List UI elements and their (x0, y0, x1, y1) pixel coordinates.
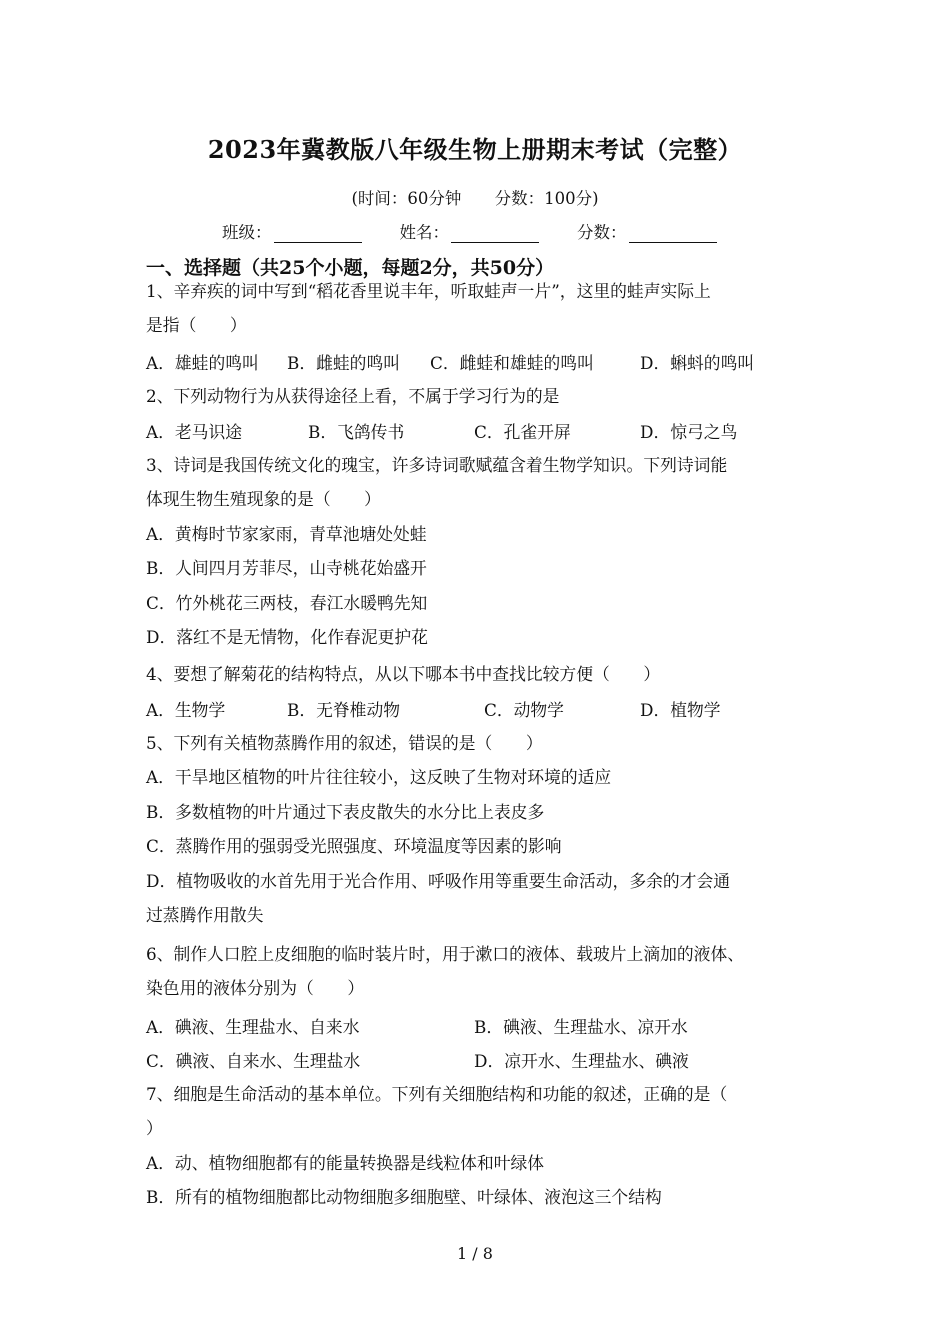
question-text: 5、下列有关植物蒸腾作用的叙述，错误的是（ ） (146, 733, 543, 753)
option-b[interactable]: B．碘液、生理盐水、凉开水 (474, 1017, 688, 1037)
name-label: 姓名： (399, 223, 449, 242)
question-text: 染色用的液体分别为（ ） (146, 978, 365, 999)
option-c[interactable]: C．雌蛙和雄蛙的鸣叫 (430, 353, 594, 373)
question-7 (146, 1077, 826, 1215)
option-a[interactable]: A．黄梅时节家家雨，青草池塘处处蛙 (146, 523, 427, 544)
option-d[interactable]: D．植物吸收的水首先用于光合作用、呼吸作用等重要生命活动，多余的才会通 (146, 870, 731, 891)
option-d-continued: 过蒸腾作用散失 (146, 905, 264, 926)
option-b[interactable]: B．雌蛙的鸣叫 (287, 353, 401, 373)
exam-score: 分数：100分) (494, 189, 599, 208)
option-d[interactable]: D．凉开水、生理盐水、碘液 (474, 1051, 689, 1071)
page-title: 2023年冀教版八年级生物上册期末考试（完整） (207, 135, 743, 164)
question-text: 体现生物生殖现象的是（ ） (146, 489, 381, 510)
question-text: 2、下列动物行为从获得途径上看，不属于学习行为的是 (146, 386, 560, 406)
question-text: 6、制作人口腔上皮细胞的临时装片时，用于漱口的液体、载玻片上滴加的液体、 (146, 944, 745, 964)
question-text: 7、细胞是生命活动的基本单位。下列有关细胞结构和功能的叙述，正确的是（ (146, 1084, 728, 1104)
option-b[interactable]: B．人间四月芳菲尽，山寺桃花始盛开 (146, 558, 427, 579)
option-a[interactable]: A．碘液、生理盐水、自来水 (146, 1017, 360, 1037)
name-blank[interactable] (451, 224, 539, 243)
score-blank[interactable] (629, 224, 717, 243)
question-text: 3、诗词是我国传统文化的瑰宝，许多诗词歌赋蕴含着生物学知识。下列诗词能 (146, 455, 728, 475)
score-field[interactable] (577, 219, 717, 243)
score-label: 分数： (577, 223, 627, 242)
option-b[interactable]: B．无脊椎动物 (287, 700, 401, 720)
section-heading: 一、选择题（共25个小题，每题2分，共50分） (146, 257, 555, 279)
class-field[interactable] (222, 219, 362, 243)
student-fields (222, 219, 762, 243)
question-2 (146, 379, 826, 413)
exam-time: (时间：60分钟 (351, 189, 462, 208)
question-text: 是指（ ） (146, 315, 247, 336)
question-text: ） (146, 1118, 163, 1139)
option-d[interactable]: D．蝌蚪的鸣叫 (640, 353, 755, 373)
option-b[interactable]: B．飞鸽传书 (308, 422, 405, 442)
question-3 (146, 448, 826, 654)
option-a[interactable]: A．动、植物细胞都有的能量转换器是线粒体和叶绿体 (146, 1152, 545, 1173)
option-a[interactable]: A．生物学 (146, 700, 226, 720)
option-d[interactable]: D．惊弓之鸟 (640, 422, 738, 442)
exam-meta (0, 185, 950, 209)
option-c[interactable]: C．动物学 (484, 700, 564, 720)
name-field[interactable] (400, 219, 540, 243)
class-label: 班级： (222, 223, 272, 242)
question-1 (146, 274, 826, 343)
option-c[interactable]: C．孔雀开屏 (474, 422, 571, 442)
option-b[interactable]: B．多数植物的叶片通过下表皮散失的水分比上表皮多 (146, 801, 545, 822)
question-6 (146, 937, 826, 1006)
question-text: 1、辛弃疾的词中写到“稻花香里说丰年，听取蛙声一片”，这里的蛙声实际上 (146, 281, 711, 301)
option-c[interactable]: C．碘液、自来水、生理盐水 (146, 1051, 361, 1071)
option-a[interactable]: A．干旱地区植物的叶片往往较小，这反映了生物对环境的适应 (146, 767, 612, 788)
option-c[interactable]: C．竹外桃花三两枝，春江水暖鸭先知 (146, 592, 428, 613)
option-d[interactable]: D．落红不是无情物，化作春泥更护花 (146, 627, 428, 648)
question-4 (146, 657, 826, 691)
option-a[interactable]: A．雄蛙的鸣叫 (146, 353, 259, 373)
question-5 (146, 726, 826, 932)
option-c[interactable]: C．蒸腾作用的强弱受光照强度、环境温度等因素的影响 (146, 836, 562, 857)
class-blank[interactable] (274, 224, 362, 243)
option-a[interactable]: A．老马识途 (146, 422, 243, 442)
question-text: 4、要想了解菊花的结构特点，从以下哪本书中查找比较方便（ ） (146, 664, 661, 684)
option-d[interactable]: D．植物学 (640, 700, 721, 720)
page-number: 1 / 8 (457, 1244, 493, 1263)
option-b[interactable]: B．所有的植物细胞都比动物细胞多细胞壁、叶绿体、液泡这三个结构 (146, 1187, 662, 1208)
